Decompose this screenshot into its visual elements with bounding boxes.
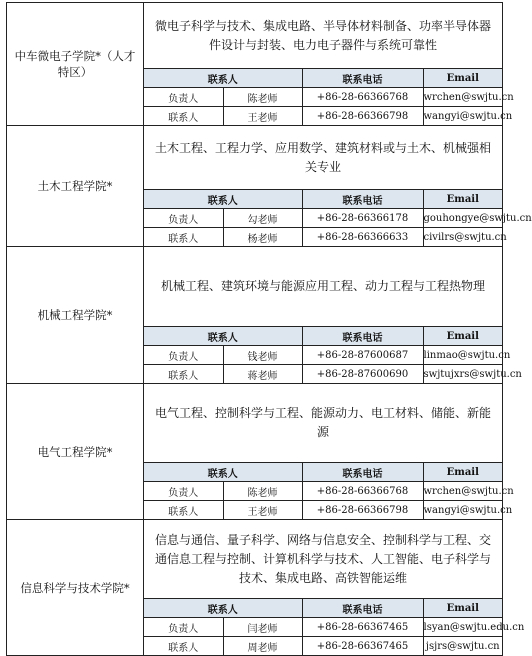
- contact-role: 联系人: [144, 228, 223, 247]
- contact-phone: +86-28-66366798: [302, 107, 423, 126]
- contact-email-link[interactable]: gouhongye@swjtu.cn: [423, 209, 502, 228]
- contact-email-link[interactable]: wangyi@swjtu.cn: [423, 501, 502, 520]
- college-block: [7, 3, 503, 126]
- contact-phone: +86-28-66366633: [302, 228, 423, 247]
- contact-header-row: [144, 599, 502, 618]
- contact-role: 联系人: [144, 637, 223, 656]
- contact-table: [144, 598, 525, 655]
- contact-person: 钱老师: [223, 346, 302, 365]
- contact-row: [144, 637, 502, 656]
- contact-table: [144, 462, 514, 519]
- contact-email-link[interactable]: wrchen@swjtu.cn: [423, 88, 502, 107]
- college-block: [7, 247, 503, 384]
- contact-role: 负责人: [144, 209, 223, 228]
- contact-header-row: [144, 327, 502, 346]
- contact-email-link[interactable]: wrchen@swjtu.cn: [423, 482, 502, 501]
- college-name: 土木工程学院*: [7, 126, 144, 247]
- contact-column-header: 联系人: [144, 599, 302, 618]
- college-block: [7, 384, 503, 520]
- contact-role: 负责人: [144, 346, 223, 365]
- college-name: 电气工程学院*: [7, 384, 144, 520]
- email-column-header: Email: [423, 327, 502, 346]
- contact-column-header: 联系人: [144, 327, 302, 346]
- contact-email-link[interactable]: linmao@swjtu.cn: [423, 346, 502, 365]
- contact-person: 闫老师: [223, 618, 302, 637]
- contact-header-row: [144, 190, 502, 209]
- contact-table: [144, 68, 514, 125]
- contact-row: [144, 209, 502, 228]
- contact-column-header: 联系人: [144, 69, 302, 88]
- contact-email-link[interactable]: civilrs@swjtu.cn: [423, 228, 502, 247]
- contact-header-row: [144, 463, 502, 482]
- contact-row: [144, 346, 502, 365]
- contact-email-link[interactable]: swjtujxrs@swjtu.cn: [423, 365, 502, 384]
- email-column-header: Email: [423, 190, 502, 209]
- contact-phone: +86-28-66367465: [302, 637, 423, 656]
- contact-role: 负责人: [144, 482, 223, 501]
- phone-column-header: 联系电话: [302, 190, 423, 209]
- college-majors: 信息与通信、量子科学、网络与信息安全、控制科学与工程、交通信息工程与控制、计算机科学与技术、人工智能、电子科学与技术、集成电路、高铁智能运维: [154, 532, 491, 585]
- college-majors: 微电子科学与技术、集成电路、半导体材料制备、功率半导体器件设计与封装、电力电子器件与系统可靠性: [154, 18, 491, 52]
- phone-column-header: 联系电话: [302, 463, 423, 482]
- contact-email-link[interactable]: jsjrs@swjtu.cn: [423, 637, 502, 656]
- contact-person: 王老师: [223, 107, 302, 126]
- contact-row: [144, 88, 502, 107]
- email-column-header: Email: [423, 599, 502, 618]
- contact-column-header: 联系人: [144, 190, 302, 209]
- contact-phone: +86-28-87600690: [302, 365, 423, 384]
- contact-role: 联系人: [144, 365, 223, 384]
- contact-phone: +86-28-66366178: [302, 209, 423, 228]
- college-block: [7, 520, 503, 656]
- college-name: 机械工程学院*: [7, 247, 144, 384]
- phone-column-header: 联系电话: [302, 327, 423, 346]
- contact-table: [144, 326, 522, 383]
- contact-phone: +86-28-66366768: [302, 88, 423, 107]
- contact-person: 王老师: [223, 501, 302, 520]
- contact-role: 负责人: [144, 618, 223, 637]
- contact-person: 周老师: [223, 637, 302, 656]
- college-majors: 土木工程、工程力学、应用数学、建筑材料或与土木、机械强相关专业: [154, 140, 491, 174]
- contact-role: 负责人: [144, 88, 223, 107]
- email-column-header: Email: [423, 463, 502, 482]
- contact-email-link[interactable]: lsyan@swjtu.edu.cn: [423, 618, 502, 637]
- contact-person: 陈老师: [223, 482, 302, 501]
- contact-phone: +86-28-87600687: [302, 346, 423, 365]
- contact-phone: +86-28-66366798: [302, 501, 423, 520]
- college-majors: 电气工程、控制科学与工程、能源动力、电工材料、储能、新能源: [154, 406, 491, 439]
- contact-person: 蒋老师: [223, 365, 302, 384]
- college-name: 信息科学与技术学院*: [7, 520, 144, 656]
- email-column-header: Email: [423, 69, 502, 88]
- contact-phone: +86-28-66367465: [302, 618, 423, 637]
- contact-row: [144, 618, 502, 637]
- contact-email-link[interactable]: wangyi@swjtu.cn: [423, 107, 502, 126]
- contact-row: [144, 482, 502, 501]
- contact-phone: +86-28-66366768: [302, 482, 423, 501]
- college-contact-table: [6, 2, 532, 656]
- contact-person: 杨老师: [223, 228, 302, 247]
- contact-role: 联系人: [144, 501, 223, 520]
- recruitment-contact-sheet: [6, 2, 532, 656]
- contact-row: [144, 365, 502, 384]
- contact-row: [144, 228, 502, 247]
- college-name: 中车微电子学院*（人才特区）: [7, 3, 144, 126]
- phone-column-header: 联系电话: [302, 69, 423, 88]
- college-block: [7, 126, 503, 247]
- contact-table: [144, 189, 532, 246]
- contact-person: 勾老师: [223, 209, 302, 228]
- contact-person: 陈老师: [223, 88, 302, 107]
- contact-row: [144, 107, 502, 126]
- contact-role: 联系人: [144, 107, 223, 126]
- contact-header-row: [144, 69, 502, 88]
- phone-column-header: 联系电话: [302, 599, 423, 618]
- contact-column-header: 联系人: [144, 463, 302, 482]
- college-majors: 机械工程、建筑环境与能源应用工程、动力工程与工程热物理: [160, 279, 485, 293]
- contact-row: [144, 501, 502, 520]
